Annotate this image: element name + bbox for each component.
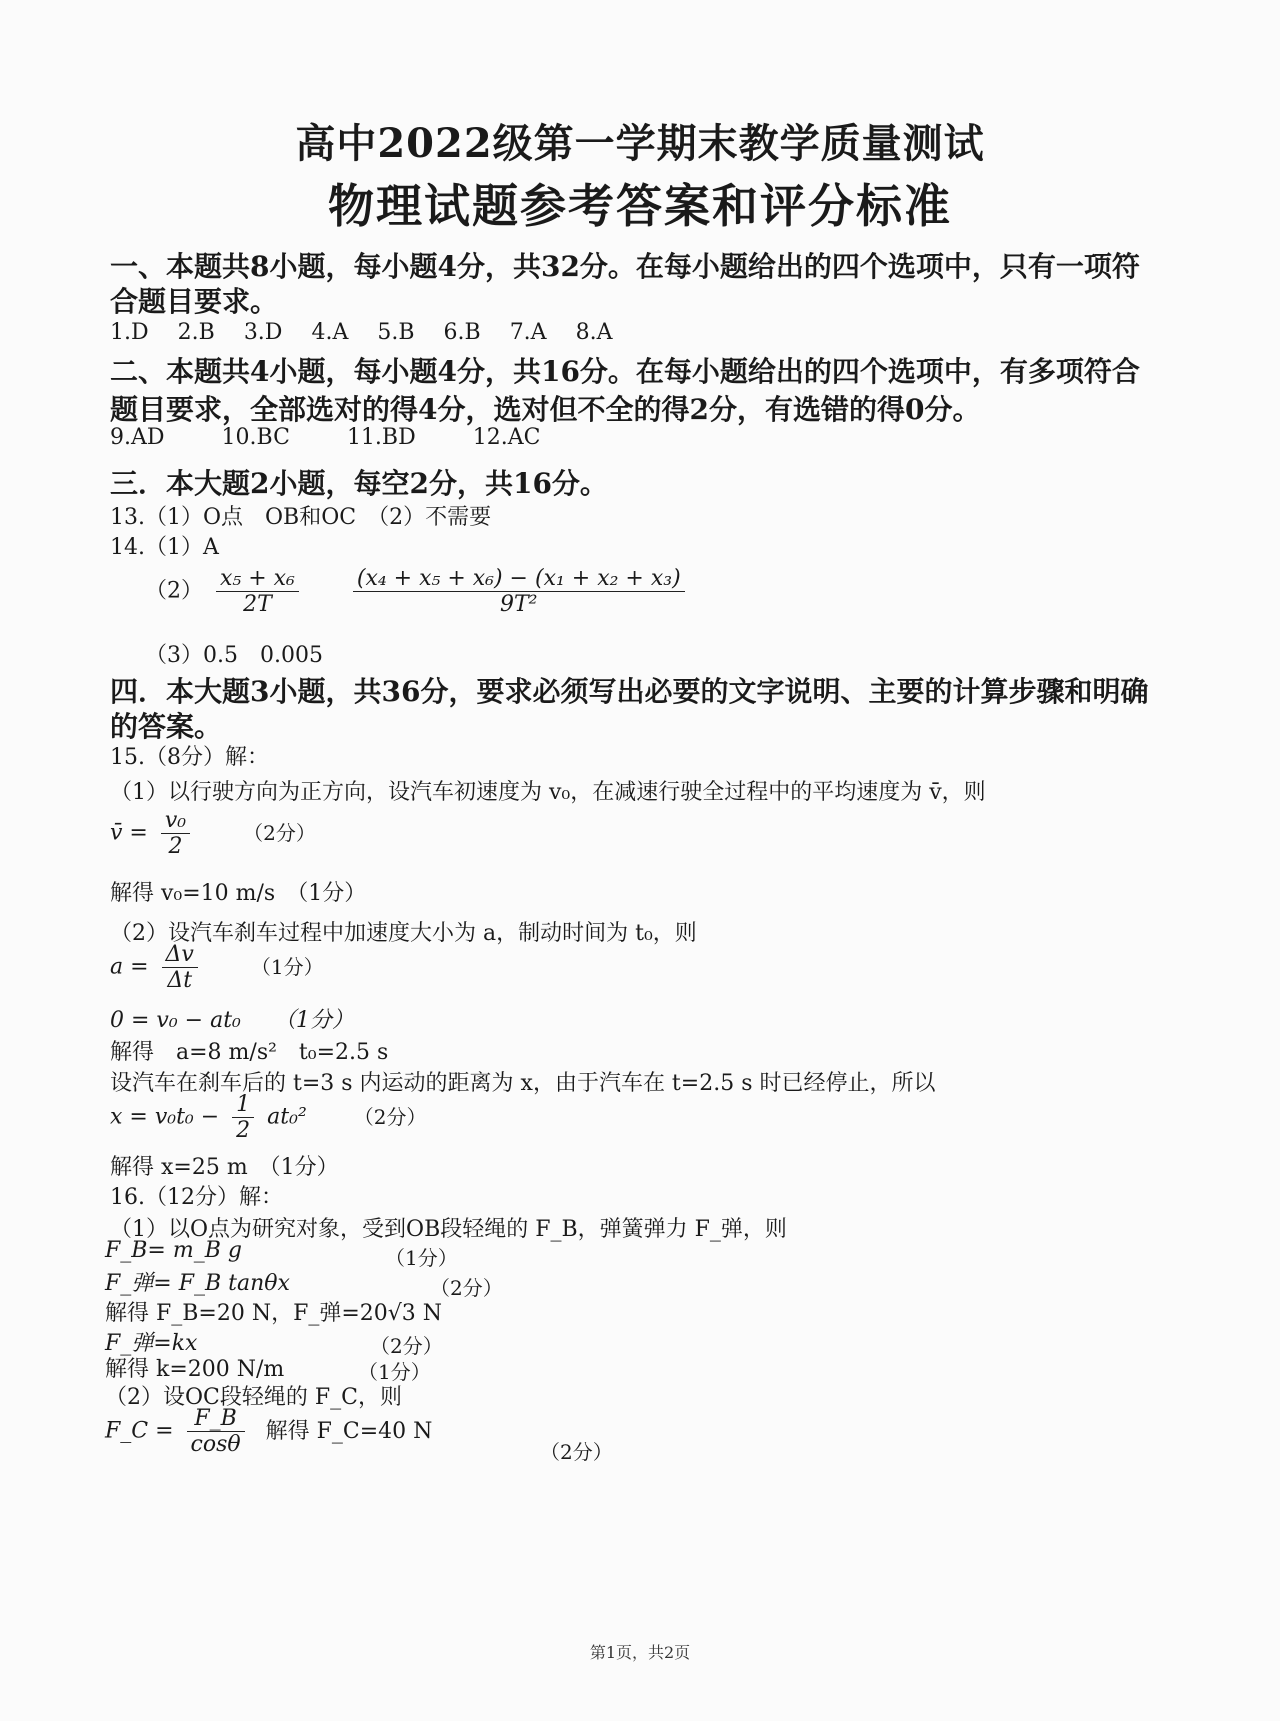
- score: （1分）: [250, 954, 324, 979]
- q14-part3: （3）0.5 0.005: [145, 643, 323, 668]
- answer-item: 3.D: [243, 320, 283, 345]
- section2-heading-a: 二、本题共4小题，每小题4分，共16分。在每小题给出的四个选项中，有多项符合: [110, 355, 1140, 388]
- score: （2分）: [353, 1104, 427, 1129]
- fraction: $\frac{\text{(x₄ + x₅ + x₆) − (x₁ + x₂ + x₃)}}{\text{9T²}}$: [353, 566, 685, 617]
- q16-solution1: 解得 F_B=20 N，F_弹=20√3 N: [105, 1301, 443, 1326]
- score: （2分）: [370, 1334, 443, 1358]
- q15-eq4: x = v₀t₀ − $\frac{1}{2}$ at₀² （2分）: [110, 1092, 427, 1143]
- section1-answers: [110, 320, 634, 345]
- answer-item: 11.BD: [346, 425, 416, 450]
- exam-title: 高中2022级第一学期末教学质量测试: [295, 120, 985, 167]
- answer-item: 1.D: [110, 320, 149, 345]
- score: （1分）: [385, 1246, 458, 1270]
- q16-para2: （2）设OC段轻绳的 F_C，则: [105, 1385, 402, 1410]
- q16-eq4: F_C = $\frac{F\_B}{\cos\theta}$ 解得 F_C=40 N: [105, 1406, 433, 1457]
- fraction: $\frac{\Delta v}{\Delta t}$: [162, 942, 198, 993]
- score: （2分）: [243, 820, 316, 845]
- page-footer: 第1页，共2页: [589, 1643, 691, 1662]
- section2-heading-b: 题目要求，全部选对的得4分，选对但不全的得2分，有选错的得0分。: [110, 393, 981, 426]
- q16-eq1: F_B= m_B g: [105, 1238, 242, 1263]
- answer-item: 6.B: [443, 320, 481, 345]
- q15-solution3: 解得 x=25 m （1分）: [110, 1155, 339, 1180]
- q16-solution2: 解得 k=200 N/m: [105, 1357, 285, 1382]
- q15-para1: （1）以行驶方向为正方向，设汽车初速度为 v₀，在减速行驶全过程中的平均速度为 v̄，则: [110, 780, 986, 805]
- q15-solution1: 解得 v₀=10 m/s （1分）: [110, 881, 367, 906]
- section1-heading-a: 一、本题共8小题，每小题4分，共32分。在每小题给出的四个选项中，只有一项符: [110, 250, 1140, 283]
- q15-eq1: v̄ = $\frac{\text{v₀}}{2}$ （2分）: [110, 808, 316, 859]
- answer-item: 2.B: [177, 320, 215, 345]
- q15-para3: 设汽车在刹车后的 t=3 s 内运动的距离为 x，由于汽车在 t=2.5 s 时已经停止，所以: [110, 1071, 936, 1096]
- q14-part2-label: （2）: [145, 578, 203, 604]
- q15-eq2: a = $\frac{\Delta v}{\Delta t}$ （1分）: [110, 942, 324, 993]
- q15-para2: （2）设汽车刹车过程中加速度大小为 a，制动时间为 t₀，则: [110, 921, 697, 946]
- section2-answers: [110, 425, 562, 450]
- q14-part1: 14.（1）A: [110, 535, 219, 560]
- q16-eq3: F_弹=kx: [105, 1331, 198, 1356]
- score: （1分）: [358, 1360, 431, 1384]
- q16-title: 16.（12分）解：: [110, 1185, 283, 1210]
- q15-solution2: 解得 a=8 m/s² t₀=2.5 s: [110, 1040, 389, 1065]
- q16-para1: （1）以O点为研究对象，受到OB段轻绳的 F_B，弹簧弹力 F_弹，则: [110, 1217, 787, 1242]
- answer-item: 4.A: [311, 320, 349, 345]
- answer-item: 12.AC: [472, 425, 541, 450]
- fraction: $\frac{1}{2}$: [232, 1092, 254, 1143]
- answer-item: 10.BC: [221, 425, 290, 450]
- answer-item: 5.B: [377, 320, 415, 345]
- score: （2分）: [430, 1276, 503, 1300]
- answer-item: 8.A: [575, 320, 613, 345]
- q16-eq2: F_弹= F_B tanθx: [105, 1271, 290, 1296]
- answer-item: 9.AD: [110, 425, 165, 450]
- answer-title: 物理试题参考答案和评分标准: [328, 179, 952, 233]
- fraction: $\frac{\text{v₀}}{2}$: [161, 808, 190, 859]
- section1-heading-b: 合题目要求。: [110, 285, 279, 318]
- fraction: $\frac{\text{x₅ + x₆}}{2T}$: [216, 566, 299, 617]
- score: （2分）: [540, 1440, 613, 1464]
- q15-eq3: 0 = v₀ − at₀ （1分）: [110, 1008, 354, 1033]
- section4-heading-a: 四．本大题3小题，共36分，要求必须写出必要的文字说明、主要的计算步骤和明确: [110, 675, 1149, 708]
- q13-answer: 13.（1）O点 OB和OC （2）不需要: [110, 505, 492, 530]
- fraction: $\frac{F\_B}{\cos\theta}$: [187, 1406, 245, 1457]
- q14-part2: [145, 566, 691, 617]
- answer-item: 7.A: [509, 320, 547, 345]
- q15-title: 15.（8分）解：: [110, 745, 269, 770]
- section4-heading-b: 的答案。: [110, 710, 223, 743]
- section3-heading: 三．本大题2小题，每空2分，共16分。: [110, 467, 608, 500]
